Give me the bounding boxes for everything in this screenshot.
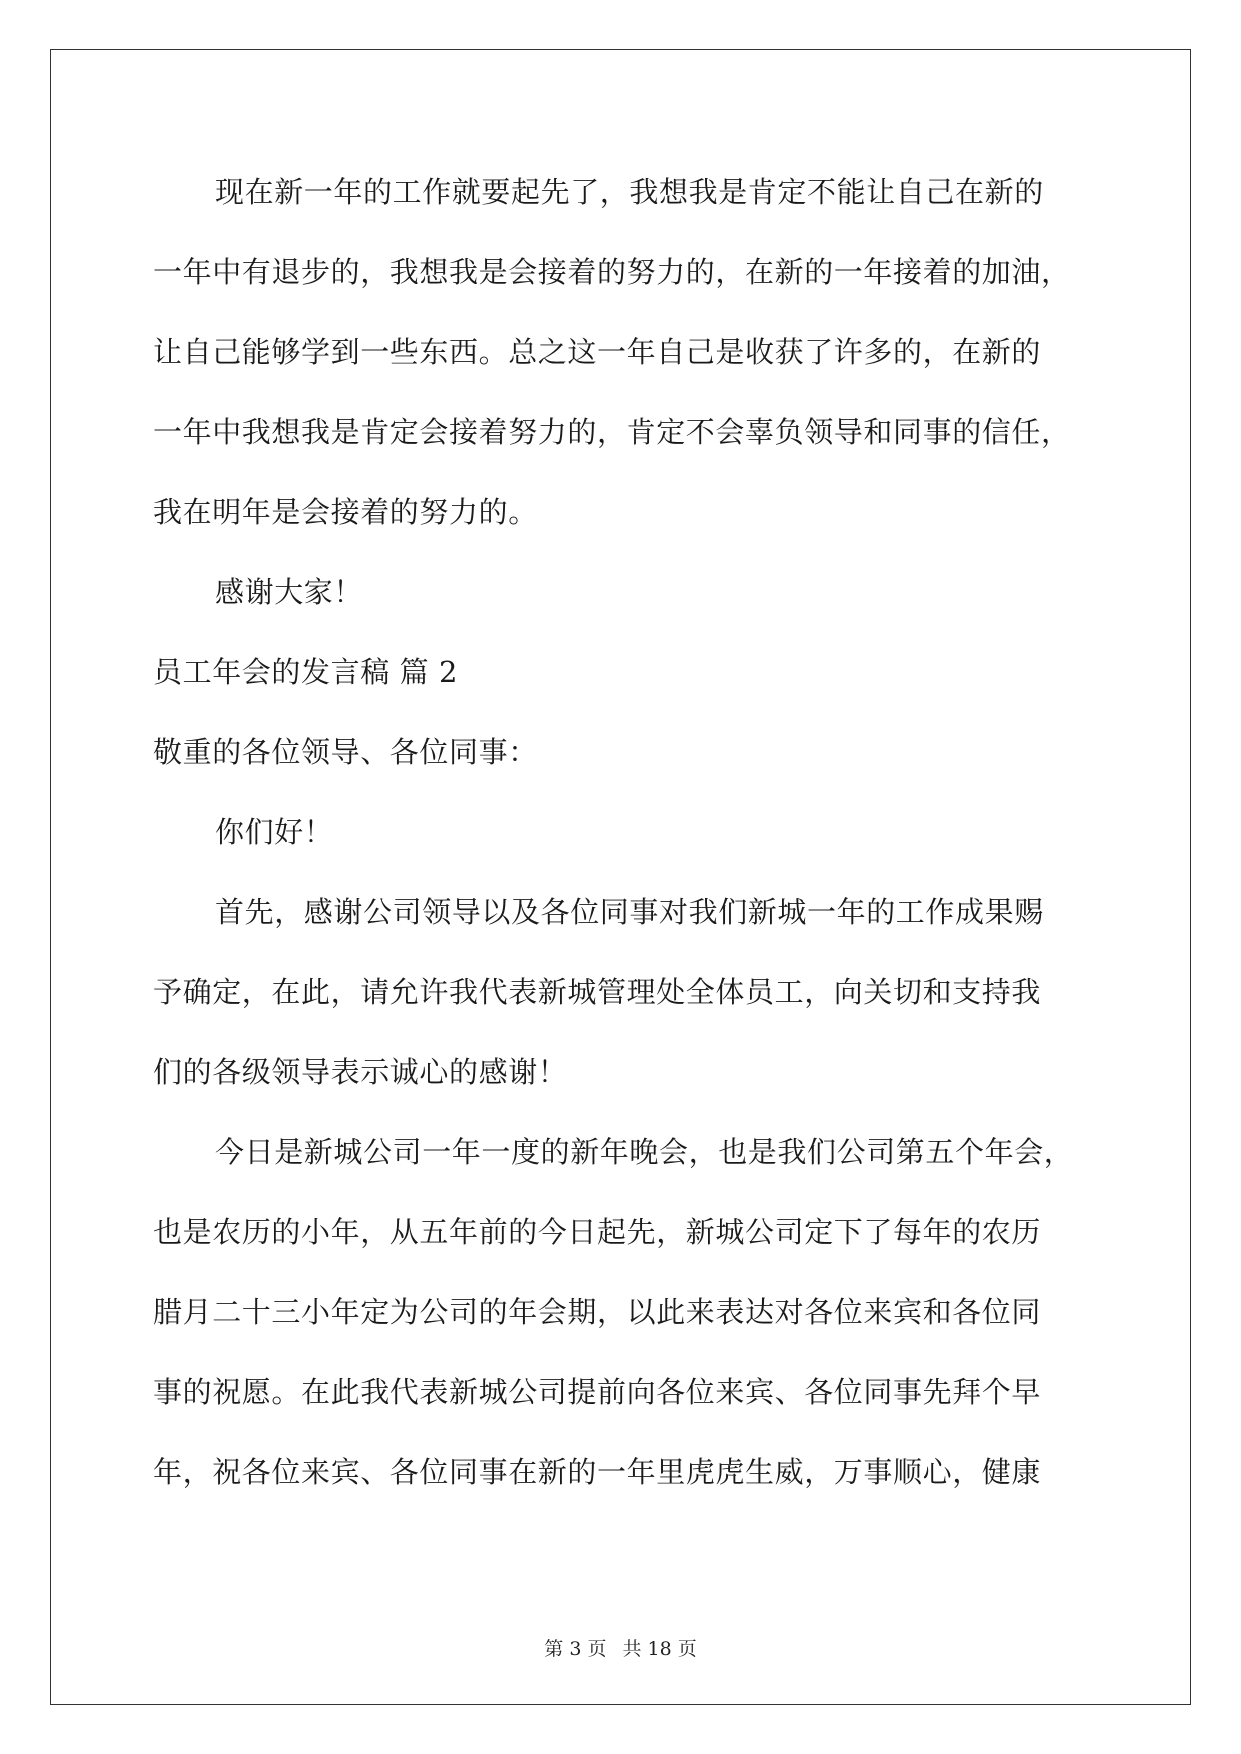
paragraph-line: 感谢大家！ <box>215 575 364 609</box>
paragraph-line: 让自己能够学到一些东西。总之这一年自己是收获了许多的，在新的 <box>153 335 1042 369</box>
section-heading: 员工年会的发言稿 篇 2 <box>153 655 459 689</box>
page-number: 第 3 页 <box>544 1638 607 1660</box>
paragraph-line: 也是农历的小年，从五年前的今日起先，新城公司定下了每年的农历 <box>153 1215 1042 1249</box>
paragraph-line: 腊月二十三小年定为公司的年会期，以此来表达对各位来宾和各位同 <box>153 1295 1042 1329</box>
paragraph-line: 我在明年是会接着的努力的。 <box>153 495 538 529</box>
greeting: 你们好！ <box>215 815 334 849</box>
paragraph-line: 一年中有退步的，我想我是会接着的努力的，在新的一年接着的加油， <box>153 255 1071 289</box>
paragraph-line: 一年中我想我是肯定会接着努力的，肯定不会辜负领导和同事的信任， <box>153 415 1071 449</box>
page-footer <box>0 1636 1241 1662</box>
paragraph-line: 予确定，在此，请允许我代表新城管理处全体员工，向关切和支持我 <box>153 975 1042 1009</box>
paragraph-line: 们的各级领导表示诚心的感谢！ <box>153 1055 568 1089</box>
paragraph-line: 事的祝愿。在此我代表新城公司提前向各位来宾、各位同事先拜个早 <box>153 1375 1042 1409</box>
paragraph-line: 年，祝各位来宾、各位同事在新的一年里虎虎生威，万事顺心，健康 <box>153 1455 1042 1489</box>
paragraph-line: 现在新一年的工作就要起先了，我想我是肯定不能让自己在新的 <box>215 175 1044 209</box>
paragraph-line: 首先，感谢公司领导以及各位同事对我们新城一年的工作成果赐 <box>215 895 1044 929</box>
total-pages: 共 18 页 <box>622 1638 697 1660</box>
paragraph-line: 今日是新城公司一年一度的新年晚会，也是我们公司第五个年会， <box>215 1135 1074 1169</box>
salutation: 敬重的各位领导、各位同事： <box>153 735 538 769</box>
